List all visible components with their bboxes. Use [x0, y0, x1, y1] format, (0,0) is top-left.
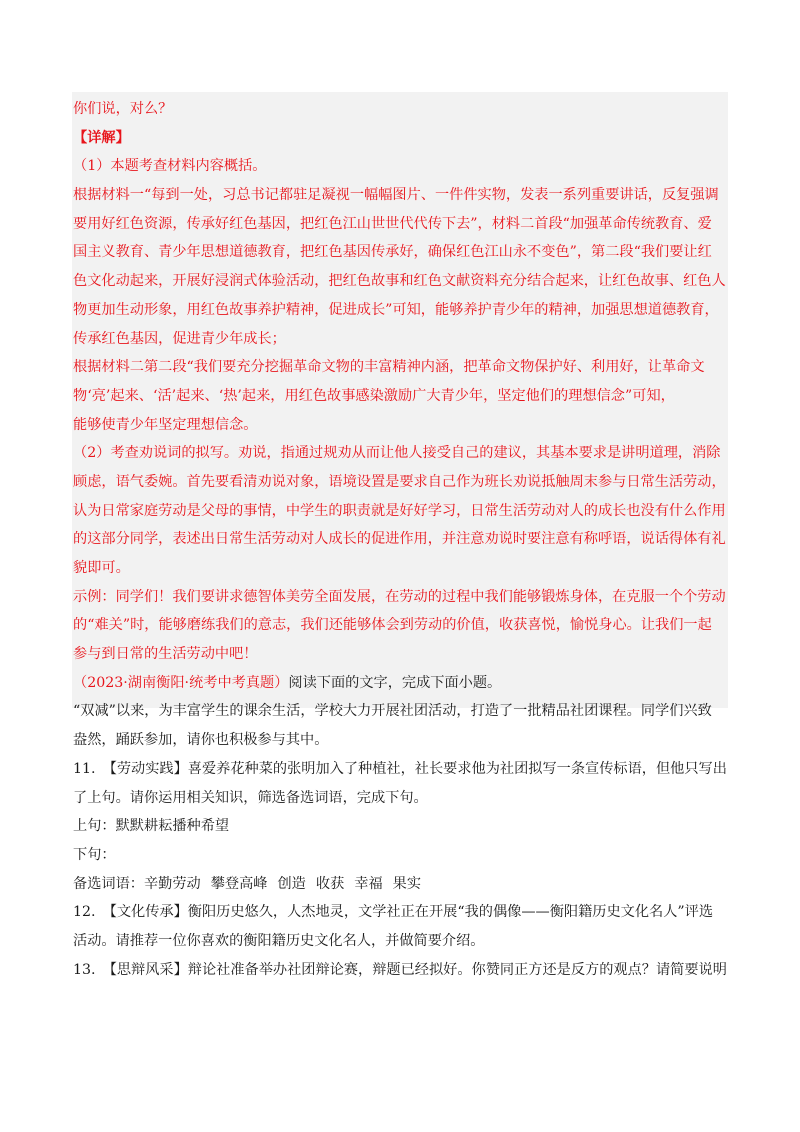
explanation-line: 的这部分同学，表述出日常生活劳动对人成长的促进作用，并注意劝说时要注意有称呼语，说话得体有礼 — [73, 531, 726, 548]
explanation-line: 你们说，对么？ — [73, 101, 173, 117]
question-11-line: 11. 【劳动实践】喜爱养花种菜的张明加入了种植社，社长要求他为社团拟写一条宣传标语，但他只写出 — [73, 760, 727, 777]
question-12-line: 12. 【文化传承】衡阳历史悠久，人杰地灵，文学社正在开展“我的偶像——衡阳籍历史文化名人”评选 — [73, 904, 714, 921]
explanation-line: 根据材料二第二段“我们要充分挖掘革命文物的丰富精神内涵，把革命文物保护好、利用好，让革命文 — [73, 359, 705, 376]
explanation-line: 认为日常家庭劳动是父母的事情，中学生的职责就是好好学习，日常生活劳动对人的成长也没有什么作用 — [73, 502, 726, 519]
explanation-line: 国主义教育、青少年思想道德教育，把红色基因传承好，确保红色江山永不变色”，第二段“我们要让红 — [73, 244, 712, 261]
word-option: 创造 — [277, 875, 306, 892]
question-source-line — [73, 669, 728, 698]
question-12-line: 活动。请推荐一位你喜欢的衡阳籍历史文化名人，并做简要介绍。 — [73, 932, 485, 949]
explanation-line: 物‘亮’起来、‘活’起来、‘热’起来，用红色故事感染激励广大青少年，坚定他们的理想信念”可知， — [73, 387, 675, 404]
question-11-word-bank — [73, 870, 728, 899]
explanation-heading: 【详解】 — [73, 129, 130, 146]
source-instruction: 阅读下面的文字，完成下面小题。 — [288, 674, 502, 691]
question-11-lower-couplet: 下句： — [73, 846, 116, 863]
example-line: 示例：同学们！我们要讲求德智体美劳全面发展，在劳动的过程中我们能够锻炼身体，在克服一个个劳动 — [73, 588, 726, 605]
word-bank-label: 备选词语： — [73, 875, 144, 892]
explanation-line: 物更加生动形象，用红色故事养护精神，促进成长”可知，能够养护青少年的精神，加强思想道德教育， — [73, 301, 719, 318]
question-13-line: 13. 【思辩风采】辩论社准备举办社团辩论赛，辩题已经拟好。你赞同正方还是反方的观点？请简要说明 — [73, 961, 727, 978]
word-option: 收获 — [315, 875, 345, 892]
explanation-line: 要用好红色资源，传承好红色基因，把红色江山世世代代传下去”，材料二首段“加强革命传统教育、爱 — [73, 215, 712, 232]
intro-line: 盎然，踊跃参加，请你也积极参与其中。 — [73, 732, 329, 749]
page-content — [73, 95, 728, 984]
explanation-line: 能够使青少年坚定理想信念。 — [73, 416, 258, 433]
question-11-line: 了上句。请你运用相关知识，筛选备选词语，完成下句。 — [73, 789, 428, 806]
explanation-line: 根据材料一“每到一处，习总书记都驻足凝视一幅幅图片、一件件实物，发表一系列重要讲话，反复强调 — [73, 187, 719, 204]
word-option: 果实 — [392, 875, 422, 892]
explanation-line: （1）本题考查材料内容概括。 — [73, 158, 267, 175]
word-option: 辛勤劳动 — [143, 875, 201, 892]
explanation-line: 传承红色基因，促进青少年成长； — [73, 330, 286, 347]
source-tag: （2023·湖南衡阳·统考中考真题） — [73, 674, 289, 691]
explanation-line: 貌即可。 — [73, 560, 130, 576]
intro-line: “双减”以来，为丰富学生的课余生活，学校大力开展社团活动，打造了一批精品社团课程。同学们兴致 — [73, 703, 712, 720]
example-line: 参与到日常的生活劳动中吧！ — [73, 646, 258, 663]
explanation-line: 色文化动起来，开展好浸润式体验活动，把红色故事和红色文献资料充分结合起来，让红色故事、红色人 — [73, 273, 726, 290]
explanation-line: 顾虑，语气委婉。首先要看清劝说对象，语境设置是要求自己作为班长劝说抵触周末参与日常生活劳动， — [73, 473, 726, 490]
word-option: 幸福 — [354, 875, 383, 892]
example-line: 的“难关”时，能够磨练我们的意志，我们还能够体会到劳动的价值，收获喜悦，愉悦身心。让我们一起 — [73, 617, 712, 634]
word-option: 攀登高峰 — [210, 875, 268, 892]
question-11-upper-couplet: 上句：默默耕耘播种希望 — [73, 818, 230, 835]
explanation-line: （2）考查劝说词的拟写。劝说，指通过规劝从而让他人接受自己的建议，其基本要求是讲明道理，消除 — [73, 445, 721, 462]
